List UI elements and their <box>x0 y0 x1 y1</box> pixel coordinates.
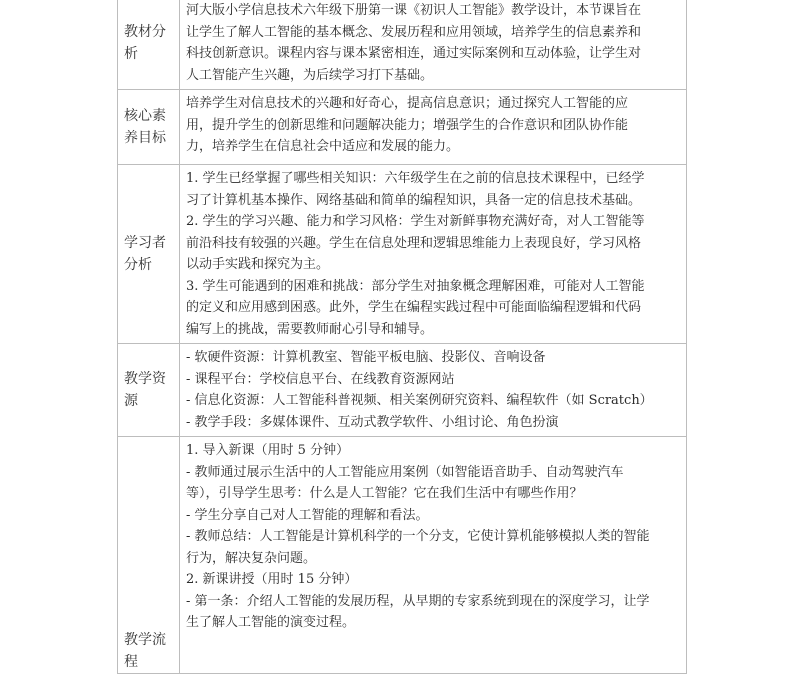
content-line: 以动手实践和探究为主。 <box>186 257 330 272</box>
content-line: 科技创新意识。课程内容与课本紧密相连，通过实际案例和互动体验，让学生对 <box>186 46 642 61</box>
table-row <box>118 90 687 165</box>
content-line: - 课程平台：学校信息平台、在线教育资源网站 <box>186 371 455 387</box>
row-label: 教材分 析 <box>124 24 166 62</box>
row-label: 核心素 养目标 <box>124 108 166 146</box>
row-content-cell <box>180 0 687 90</box>
content-line: - 教师总结：人工智能是计算机科学的一个分支，它使计算机能够模拟人类的智能 <box>186 529 650 544</box>
content-line: 前沿科技有较强的兴趣。学生在信息处理和逻辑思维能力上表现良好，学习风格 <box>186 235 642 251</box>
table-row <box>118 165 687 344</box>
content-line: 力，培养学生在信息社会中适应和发展的能力。 <box>186 139 460 154</box>
content-line: 等），引导学生思考：什么是人工智能？它在我们生活中有哪些作用？ <box>186 486 583 501</box>
row-label: 学习者 分析 <box>124 235 166 273</box>
content-line: 用，提升学生的创新思维和问题解决能力；增强学生的合作意识和团队协作能 <box>186 117 629 133</box>
row-content-cell <box>180 90 687 165</box>
row-label: 教学流 程 <box>124 632 166 670</box>
row-label-cell <box>118 90 180 165</box>
content-line: 的定义和应用感到困惑。此外，学生在编程实践过程中可能面临编程逻辑和代码 <box>186 300 642 315</box>
row-label-cell <box>118 437 180 674</box>
content-line: - 教师通过展示生活中的人工智能应用案例（如智能语音助手、自动驾驶汽车 <box>186 464 624 480</box>
content-line: 习了计算机基本操作、网络基础和简单的编程知识，具备一定的信息技术基础。 <box>186 192 642 208</box>
row-label-cell <box>118 344 180 437</box>
content-line: - 软硬件资源：计算机教室、智能平板电脑、投影仪、音响设备 <box>186 350 546 365</box>
content-line: 2. 学生的学习兴趣、能力和学习风格：学生对新鲜事物充满好奇，对人工智能等 <box>186 214 645 229</box>
row-label: 教学资 源 <box>124 371 166 409</box>
content-line: 让学生了解人工智能的基本概念、发展历程和应用领域，培养学生的信息素养和 <box>186 24 642 40</box>
content-line: 生了解人工智能的演变过程。 <box>186 615 356 630</box>
row-label-cell <box>118 0 180 90</box>
content-line: 行为，解决复杂问题。 <box>186 550 317 566</box>
table-row <box>118 344 687 437</box>
content-line: 人工智能产生兴趣，为后续学习打下基础。 <box>186 67 434 83</box>
content-line: 1. 导入新课（用时 5 分钟） <box>186 443 350 458</box>
content-line: - 信息化资源：人工智能科普视频、相关案例研究资料、编程软件（如 Scratch） <box>186 393 653 408</box>
content-line: 培养学生对信息技术的兴趣和好奇心，提高信息意识；通过探究人工智能的应 <box>186 96 629 111</box>
row-content-cell <box>180 165 687 344</box>
content-line: - 第一条：介绍人工智能的发展历程，从早期的专家系统到现在的深度学习，让学 <box>186 593 650 609</box>
content-line: 1. 学生已经掌握了哪些相关知识：六年级学生在之前的信息技术课程中，已经学 <box>186 171 645 186</box>
content-line: 3. 学生可能遇到的困难和挑战：部分学生对抽象概念理解困难，可能对人工智能 <box>186 278 645 294</box>
content-line: - 教学手段：多媒体课件、互动式教学软件、小组讨论、角色扮演 <box>186 414 559 430</box>
content-line: 河大版小学信息技术六年级下册第一课《初识人工智能》教学设计，本节课旨在 <box>186 3 642 18</box>
table-row <box>118 437 687 674</box>
lesson-plan-table <box>117 0 687 674</box>
row-content-cell <box>180 344 687 437</box>
row-content-cell <box>180 437 687 674</box>
table-row <box>118 0 687 90</box>
content-line: 编写上的挑战，需要教师耐心引导和辅导。 <box>186 321 434 337</box>
content-line: 2. 新课讲授（用时 15 分钟） <box>186 572 358 587</box>
content-line: - 学生分享自己对人工智能的理解和看法。 <box>186 507 429 523</box>
row-label-cell <box>118 165 180 344</box>
